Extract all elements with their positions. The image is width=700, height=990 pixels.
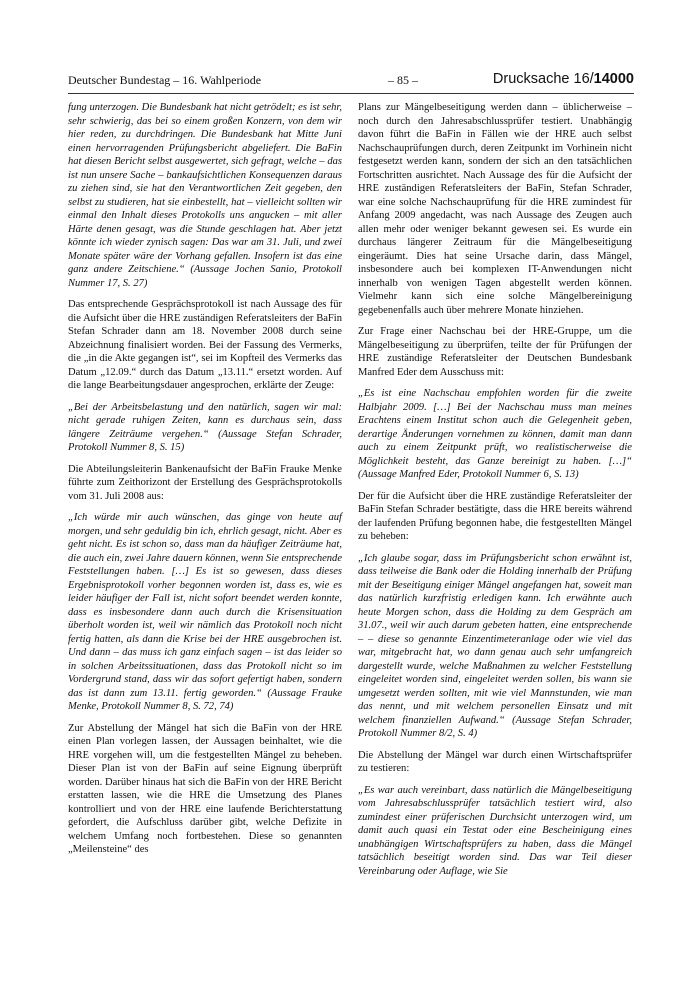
body-paragraph: Plans zur Mängelbeseitigung werden dann – üblicherweise – noch durch den Jahresabschlussprüfer testiert. Unabhängig davon führt die BaFin in Fällen wie der HRE auch selbst Nachschauprüfungen durch, deren Zeitpunkt im Vorhinein nicht festgesetzt werden kann, sondern der sich an den tatsächlichen Fortschritten ausrichtet. Nach Aussage des für die Aufsicht der HRE zuständigen Referatsleiters der BaFin, Stefan Schrader, war eine solche Nachschauprüfung für die HRE zumindest für Anfang 2009 angedacht, was nach Aussage des Zeugen auch allen mehr oder weniger bekannt gewesen sei. Es wurde ein durchaus längerer Zeitraum für die Mängelbeseitigung eingeräumt. Dies hat seine Ursache darin, dass Mängel, insbesondere auch bei komplexen IT-Anwendungen nicht innerhalb von wenigen Tagen abgestellt werden können. Vielmehr kann sich eine solche Mängelbereinigung gegebenenfalls auch über mehrere Monate hinziehen.: [358, 102, 632, 316]
body-paragraph: Zur Abstellung der Mängel hat sich die BaFin von der HRE einen Plan vorlegen lassen, der Aussagen beinhaltet, wie die HRE vorgehen will, um die festgestellten Mängel zu beheben. Dieser Plan ist von der BaFin auf seine Eignung überprüft worden. Darüber hinaus hat sich die BaFin von der HRE Bericht erstatten lassen, wie die HRE die Umsetzung des Planes kontrolliert und von der HRE eine laufende Berichterstattung gefordert, die Aufschluss darüber gibt, welche Defizite in welchem Umfang noch fortbestehen. Diese so genannten „Meilensteine“ des: [68, 722, 342, 855]
quotation-paragraph: „Ich glaube sogar, dass im Prüfungsbericht schon erwähnt ist, dass teilweise die Bank oder die Holding innerhalb der Prüfung mit der Beseitigung einiger Mängel angefangen hat, soweit man das natürlich kurzfristig erledigen kann. Ich erwähnte auch heute Morgen schon, dass die Holding zu dem Gespräch am 31.07., weil wir auch darum gebeten hatten, eine entsprechende – – diese so genannte Einzentimeteranlage oder wie viel das war, mitgebracht hat, wo dann genau auch sehr umfangreich dargestellt wurde, welche Maßnahmen zu welcher Feststellung eingeleitet worden sind, eingeleitet werden sollen, bis wann sie umgesetzt werden sollten, mit wie viel Mannstunden, wie man das nennt, und mit welchem personellen Einsatz und mit welchem finanziellen Aufwand.“ (Aussage Stefan Schrader, Protokoll Nummer 8/2, S. 4): [358, 552, 632, 739]
quotation-paragraph: „Es war auch vereinbart, dass natürlich die Mängelbeseitigung vom Jahresabschlussprüfer tatsächlich testiert wird, also zumindest einer prüferischen Durchsicht unterzogen wird, um damit auch quasi ein Testat oder eine Bescheinigung eines unabhängigen Wirtschaftsprüfers zu haben, dass die Mängel tatsächlich beseitigt worden sind. Das war Teil dieser Vereinbarung oder Auflage, wie Sie: [358, 784, 632, 877]
body-paragraph: Die Abteilungsleiterin Bankenaufsicht der BaFin Frauke Menke führte zum Zeithorizont der Erstellung des Gesprächsprotokolls vom 31. Juli 2008 aus:: [68, 463, 342, 502]
publication-title: Deutscher Bundestag – 16. Wahlperiode: [68, 73, 262, 87]
body-paragraph: Das entsprechende Gesprächsprotokoll ist nach Aussage des für die Aufsicht über die HRE zuständigen Referatsleiters der BaFin Stefan Schrader dann am 18. November 2008 durch seine Abzeichnung finalisiert worden. Bei der Fassung des Vermerks, die „in die Akte gegangen ist“, sei im Kopfteil des Vermerks das Datum „12.09.“ durch das Datum „13.11.“ ersetzt worden. Auf die lange Bearbeitungsdauer angesprochen, erklärte der Zeuge:: [68, 299, 342, 391]
quotation-paragraph: „Ich würde mir auch wünschen, das ginge von heute auf morgen, und sehr geduldig bin ich, ehrlich gesagt, nicht. Aber es geht nicht. Es ist schon so, dass man da häufiger Zeiträume hat, die auch ein, zwei Jahre dauern können, wenn Sie entsprechende Feststellungen haben. […] Es ist so gewesen, dass dieses Ergebnisprotokoll vorher begonnen worden ist, dass es, wie es leider häufiger der Fall ist, nicht sofort beendet werden konnte, dass es insbesondere dann auch durch die Krisensituation überholt worden ist, weil wir nämlich das Protokoll noch nicht fertig hatten, als dann die Krise bei der HRE ausgebrochen ist. Und dann – das muss ich ganz einfach sagen – ist das leider so in solchen Arbeitssituationen, dass das Protokoll nicht so im Vordergrund stand, dass wir das sofort gefertigt haben, sondern das ist dann zum 13.11. fertig geworden.“ (Aussage Frauke Menke, Protokoll Nummer 8, S. 72, 74): [68, 512, 342, 712]
header-rule: [68, 93, 634, 94]
body-paragraph: Die Abstellung der Mängel war durch einen Wirtschaftsprüfer zu testieren:: [358, 749, 632, 774]
document-number: [493, 71, 634, 87]
page-header: [68, 73, 634, 91]
left-column: [68, 101, 342, 865]
quotation-paragraph: „Es ist eine Nachschau empfohlen worden für die zweite Halbjahr 2009. […] Bei der Nachschau muss man meines Erachtens einem Institut schon auch die Gelegenheit geben, derartige Änderungen vornehmen zu können, damit man dann auch zu einem Zeitpunkt prüft, wo realistischerweise die Möglichkeit besteht, das Ganze bereinigt zu haben. […]“ (Aussage Manfred Eder, Protokoll Nummer 6, S. 13): [358, 388, 632, 480]
quotation-paragraph: fung unterzogen. Die Bundesbank hat nicht getrödelt; es ist sehr, sehr schwierig, das bei so einem großen Konzern, von dem wir hier reden, zu durchdringen. Die Bundesbank hat Mitte Juni einen hervorragenden Prüfungsbericht abgeliefert. Die BaFin hat diesen Bericht selbst ausgewertet, sich gefragt, welche – das ist nun unsere Sache – bankaufsichtlichen Konsequenzen daraus zu ziehen sind, sie hat den Verantwortlichen Zeit gegeben, den selbst zu studieren, hat sie einbestellt, hat – vielleicht sollten wir einmal den Inhalt dieses Protokolls uns angucken – mit aller Härte denen gesagt, was die Stunde geschlagen hat. Aber jetzt könnte ich wieder zynisch sagen: Das war am 31. Juli, und zwei Monate später wäre der Vorhang gefallen. Insofern ist das eine ganz andere Zeitschiene.“ (Aussage Jochen Sanio, Protokoll Nummer 17, S. 27): [68, 102, 342, 289]
page-number: – 85 –: [388, 73, 418, 87]
right-column: [358, 101, 632, 886]
body-paragraph: Zur Frage einer Nachschau bei der HRE-Gruppe, um die Mängelbeseitigung zu überprüfen, teilte der für Prüfungen der HRE zuständige Referatsleiter der Deutschen Bundesbank Manfred Eder dem Ausschuss mit:: [358, 326, 632, 378]
body-paragraph: Der für die Aufsicht über die HRE zuständige Referatsleiter der BaFin Stefan Schrader bestätigte, dass die HRE bereits während der laufenden Prüfung begonnen habe, die festgestellten Mängel zu beheben:: [358, 490, 632, 542]
document-label: Drucksache 16/: [492, 71, 594, 87]
quotation-paragraph: „Bei der Arbeitsbelastung und den natürlich, sagen wir mal: nicht gerade ruhigen Zeiten, kann es durchaus sein, dass längere Zeiträume vergehen.“ (Aussage Stefan Schrader, Protokoll Nummer 8, S. 15): [68, 401, 342, 453]
document-id: 14000: [593, 71, 634, 87]
